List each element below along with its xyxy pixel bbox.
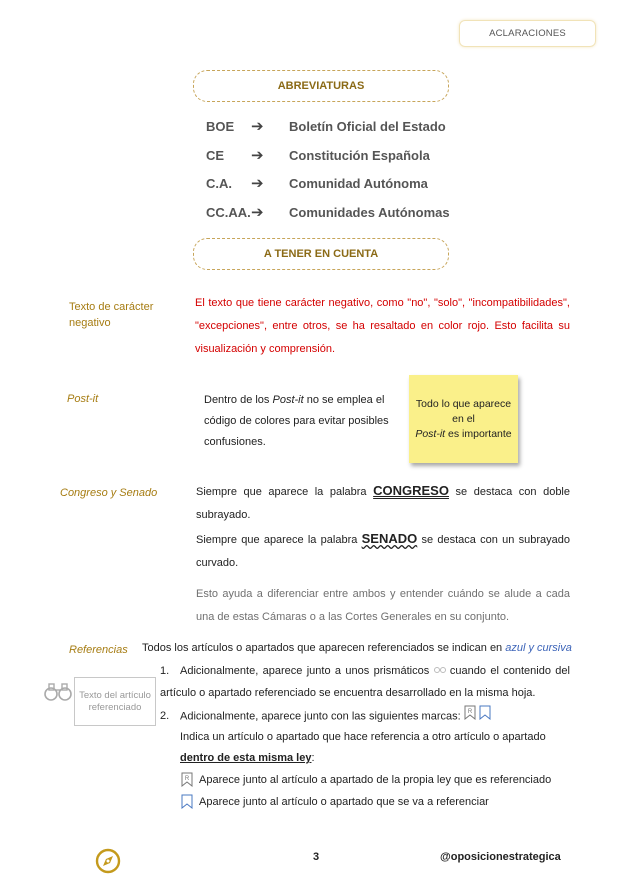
- abbr-code: BOE: [206, 118, 235, 134]
- abbr-code: CE: [206, 147, 225, 163]
- compass-icon: [95, 848, 121, 877]
- referenced-article-text: Texto del artículo referenciado: [79, 689, 151, 713]
- postit-note: [409, 375, 518, 463]
- mark1-text: Aparece junto al artículo a apartado de la propia ley que es referenciado: [199, 774, 552, 786]
- item2-line1: Adicionalmente, aparece junto con las siguientes marcas:: [180, 710, 461, 723]
- postit-text-b: no se emplea el código de colores para evitar posibles confusiones.: [204, 394, 389, 448]
- senado-text-b: se destaca con un subrayado curvado.: [196, 534, 570, 569]
- svg-text:R: R: [467, 709, 472, 715]
- item2-line3-wrap: [180, 747, 570, 769]
- section-tab: ACLARACIONES: [459, 20, 596, 47]
- abbr-meaning: Constitución Española: [289, 147, 430, 163]
- item2-line3: dentro de esta misma ley: [180, 752, 312, 764]
- abbr-code: CC.AA.: [206, 204, 251, 220]
- referencias-intro: [142, 642, 582, 654]
- item2-line2: Indica un artículo o apartado que hace referencia a otro artículo o apartado: [180, 731, 546, 743]
- item1-text-a: Adicionalmente, aparece junto a unos prismáticos: [180, 665, 434, 677]
- postit-note-em: Post-it: [415, 427, 446, 440]
- bookmark-reference-icon: [479, 705, 491, 728]
- congreso-label: Congreso y Senado: [60, 487, 158, 499]
- abbr-code: C.A.: [206, 175, 232, 191]
- senado-line: [196, 527, 570, 575]
- svg-text:R: R: [184, 776, 190, 782]
- right-arrow-icon: ➔: [251, 118, 264, 135]
- referencias-label: Referencias: [69, 644, 128, 656]
- item2-line3-tail: :: [311, 752, 315, 764]
- postit-text-a: Dentro de los: [204, 394, 273, 406]
- postit-note-b: es importante: [448, 427, 512, 440]
- congreso-word: CONGRESO: [373, 483, 449, 498]
- notes-heading: A TENER EN CUENTA: [193, 238, 449, 270]
- abbr-row: [206, 145, 430, 165]
- item1-text-b: cuando el contenido del artículo o apartado referenciado se encuentra desarrollado en la misma hoja.: [160, 665, 570, 700]
- list-number: 1.: [160, 665, 170, 677]
- senado-word: SENADO: [361, 531, 418, 546]
- postit-text-em: Post-it: [272, 394, 304, 406]
- congreso-text-a: Siempre que aparece la palabra: [196, 486, 374, 498]
- referenced-article-box: [74, 677, 156, 726]
- senado-text-a: Siempre que aparece la palabra: [196, 534, 362, 546]
- negative-text: El texto que tiene carácter negativo, como "no", "solo", "incompatibilidades", "excepciones", entre otros, se ha resaltado en color rojo. Esto facilita su visualización y comprensión.: [195, 297, 570, 355]
- page-number: 3: [313, 851, 320, 863]
- postit-note-a: Todo lo que aparece en el: [415, 397, 512, 425]
- referencias-intro-a: Todos los artículos o apartados que aparecen referenciados se indican en: [142, 642, 506, 654]
- binoculars-icon: [44, 682, 72, 705]
- right-arrow-icon: ➔: [251, 175, 264, 192]
- camaras-note: Esto ayuda a diferenciar entre ambos y entender cuándo se alude a cada una de estas Cámaras o a las Cortes Generales en su conjunto.: [196, 588, 570, 623]
- postit-label: Post-it: [67, 393, 99, 405]
- referencias-intro-blue: azul y cursiva: [505, 642, 572, 654]
- negative-label: Texto de carácter negativo: [69, 301, 154, 329]
- bookmark-referenced-icon: [464, 705, 476, 728]
- list-item: [160, 660, 570, 704]
- congreso-text-b: se destaca con doble subrayado.: [196, 486, 570, 521]
- right-arrow-icon: ➔: [251, 204, 264, 221]
- list-item: [160, 705, 570, 728]
- right-arrow-icon: ➔: [251, 147, 264, 164]
- mark2-text: Aparece junto al artículo o apartado que se va a referenciar: [199, 796, 489, 808]
- bookmark-referenced-icon: [181, 772, 193, 790]
- congreso-line: [196, 479, 570, 527]
- abbr-meaning: Comunidad Autónoma: [289, 175, 428, 191]
- abbreviations-heading: ABREVIATURAS: [193, 70, 449, 102]
- abbr-meaning: Comunidades Autónomas: [289, 204, 450, 220]
- bookmark-reference-icon: [181, 794, 193, 812]
- abbr-row: [206, 202, 450, 222]
- abbr-row: [206, 116, 446, 136]
- list-number: 2.: [160, 710, 170, 723]
- abbr-meaning: Boletín Oficial del Estado: [289, 118, 446, 134]
- abbr-row: [206, 173, 428, 193]
- postit-explanation: [204, 390, 394, 453]
- footer-handle: @oposicionestrategica: [440, 851, 561, 863]
- binoculars-icon: [434, 660, 446, 682]
